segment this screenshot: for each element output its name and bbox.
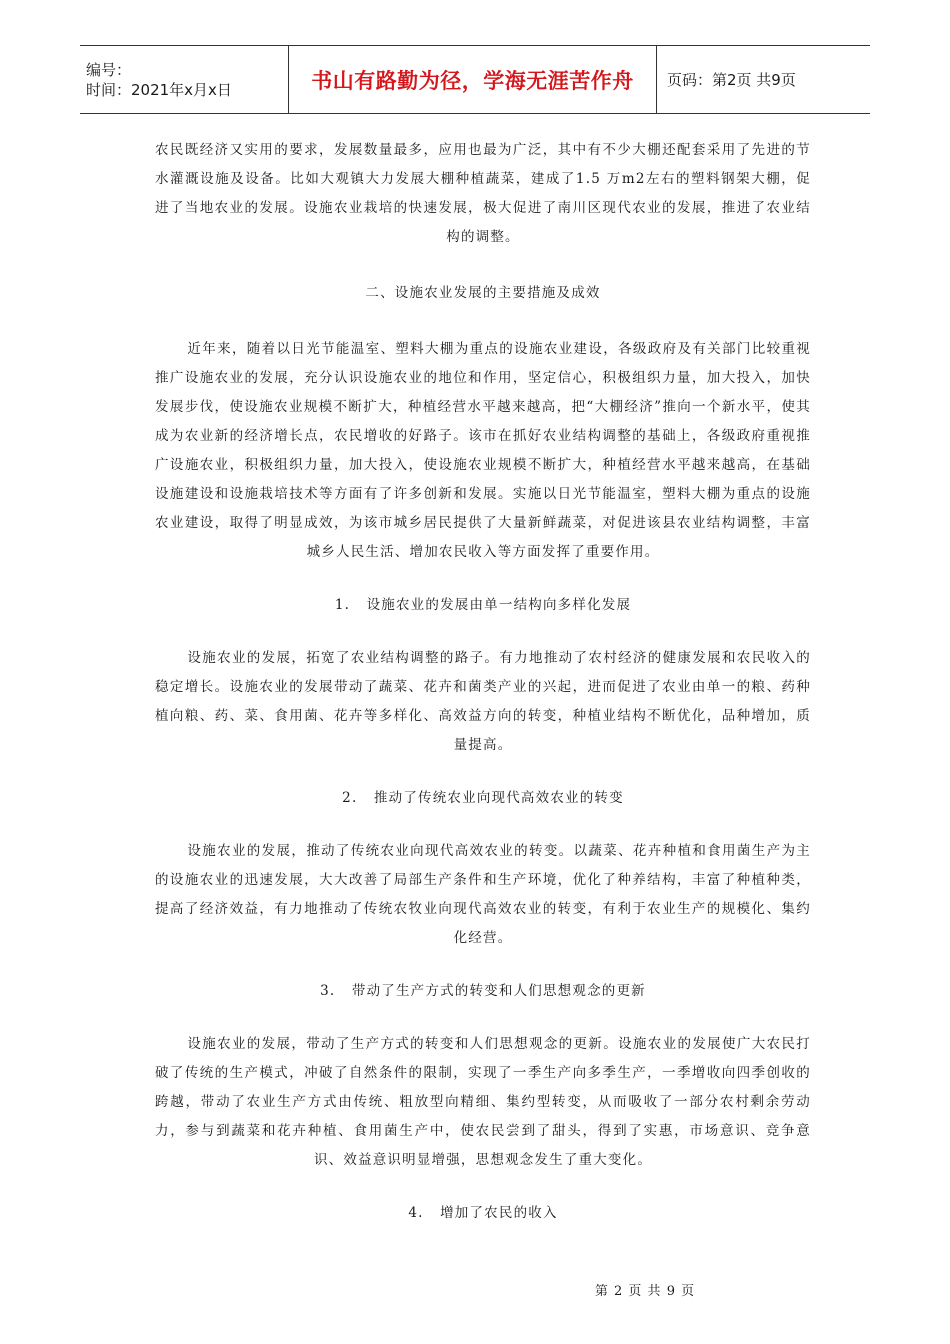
document-number-label: 编号：	[86, 60, 132, 79]
subheading-1: 1. 设施农业的发展由单一结构向多样化发展	[334, 597, 632, 613]
section-heading-2: 二、设施农业发展的主要措施及成效	[365, 285, 601, 301]
page-footer: 第 2 页 共 9 页	[594, 1284, 696, 1299]
header-page-label: 页码：第2页 共9页	[657, 46, 871, 114]
document-body	[155, 136, 811, 1228]
subheading-2: 2. 推动了传统农业向现代高效农业的转变	[342, 790, 624, 806]
page-header	[80, 45, 870, 114]
paragraph-1: 设施农业的发展，拓宽了农业结构调整的路子。有力地推动了农村经济的健康发展和农民收入的稳定增长。设施农业的发展带动了蔬菜、花卉和菌类产业的兴起，进而促进了农业由单一的粮、药种植向粮、药、菜、食用菌、花卉等多样化、高效益方向的转变，种植业结构不断优化，品种增加，质量提高。	[155, 650, 811, 753]
paragraph-2: 设施农业的发展，推动了传统农业向现代高效农业的转变。以蔬菜、花卉种植和食用菌生产为主的设施农业的迅速发展，大大改善了局部生产条件和生产环境，优化了种养结构，丰富了种植种类，提高了经济效益，有力地推动了传统农牧业向现代高效农业的转变，有利于农业生产的规模化、集约化经营。	[155, 843, 811, 946]
paragraph-intro: 农民既经济又实用的要求，发展数量最多，应用也最为广泛，其中有不少大棚还配套采用了先进的节水灌溉设施及设备。比如大观镇大力发展大棚种植蔬菜，建成了1.5 万m2左右的塑料钢架大棚，促进了当地农业的发展。设施农业栽培的快速发展，极大促进了南川区现代农业的发展，推进了农业结构的调整。	[155, 142, 811, 245]
document-time-label: 时间：2021年x月x日	[86, 80, 232, 99]
subheading-4: 4. 增加了农民的收入	[408, 1205, 558, 1221]
header-motto: 书山有路勤为径，学海无涯苦作舟	[289, 46, 657, 114]
paragraph-3: 设施农业的发展，带动了生产方式的转变和人们思想观念的更新。设施农业的发展使广大农民打破了传统的生产模式，冲破了自然条件的限制，实现了一季生产向多季生产，一季增收向四季创收的跨越，带动了农业生产方式由传统、粗放型向精细、集约型转变，从而吸收了一部分农村剩余劳动力，参与到蔬菜和花卉种植、食用菌生产中，使农民尝到了甜头，得到了实惠，市场意识、竞争意识、效益意识明显增强，思想观念发生了重大变化。	[155, 1036, 811, 1168]
paragraph-section-2: 近年来，随着以日光节能温室、塑料大棚为重点的设施农业建设，各级政府及有关部门比较重视推广设施农业的发展，充分认识设施农业的地位和作用，坚定信心，积极组织力量，加大投入，加快发展步伐，使设施农业规模不断扩大，种植经营水平越来越高，把“大棚经济”推向一个新水平，使其成为农业新的经济增长点，农民增收的好路子。该市在抓好农业结构调整的基础上，各级政府重视推广设施农业，积极组织力量，加大投入，使设施农业规模不断扩大，种植经营水平越来越高，在基础设施建设和设施栽培技术等方面有了许多创新和发展。实施以日光节能温室，塑料大棚为重点的设施农业建设，取得了明显成效，为该市城乡居民提供了大量新鲜蔬菜，对促进该县农业结构调整，丰富城乡人民生活、增加农民收入等方面发挥了重要作用。	[155, 341, 811, 560]
subheading-3: 3. 带动了生产方式的转变和人们思想观念的更新	[320, 983, 646, 999]
header-meta	[80, 46, 289, 114]
